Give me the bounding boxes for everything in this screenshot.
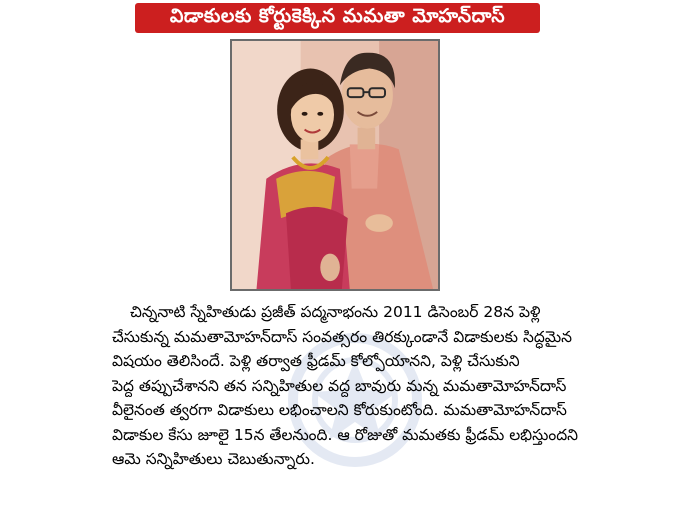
article-line: చిన్ననాటి స్నేహితుడు ప్రజీత్ పద్మనాభంను 2011 డిసెంబర్ 28న పెళ్లి (130, 303, 541, 321)
article-line: వీలైనంత త్వరగా విడాకులు లభించాలని కోరుకుంటోంది. మమతామోహన్‌దాస్ (112, 401, 567, 419)
article-line: పెద్ద తప్పుచేశానని తన సన్నిహితుల వద్ద బావురు మన్న మమతామోహన్‌దాస్ (112, 376, 567, 395)
article-line: విషయం తెలిసిందే. పెళ్లి తర్వాత ఫ్రీడమ్ కోల్పోయానని, పెళ్లి చేసుకుని (112, 352, 520, 370)
couple-photo-image (232, 41, 438, 289)
article-line: చేసుకున్న మమతామోహన్‌దాస్ సంవత్సరం తిరక్కుండానే విడాకులకు సిద్ధమైన (112, 327, 573, 346)
headline-title: విడాకులకు కోర్టుకెక్కిన మమతా మోహన్‌దాస్ (169, 4, 506, 27)
article-photo (230, 39, 440, 291)
article-line: విడాకుల కేసు జూలై 15న తేలనుంది. ఆ రోజుతో మమతకు ఫ్రీడమ్ లభిస్తుందని (112, 425, 579, 444)
article-body (112, 300, 582, 472)
article-line: ఆమె సన్నిహితులు చెబుతున్నారు. (112, 450, 315, 468)
headline-banner (135, 3, 540, 33)
